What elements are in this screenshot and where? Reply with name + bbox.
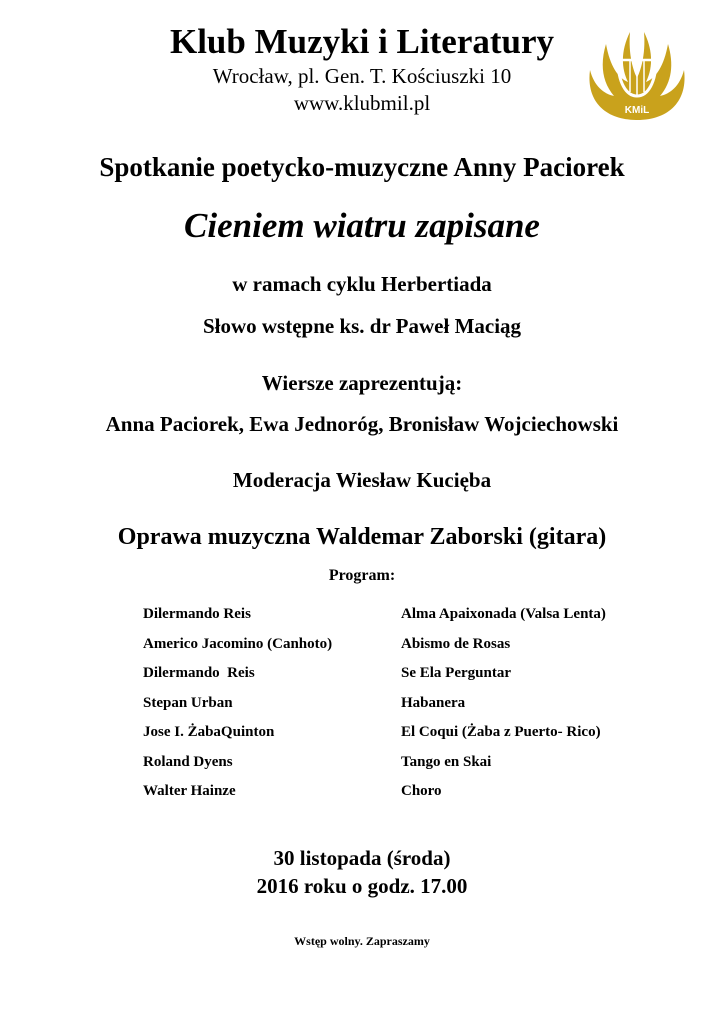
program-row <box>143 752 663 782</box>
program-piece: Se Ela Perguntar <box>401 665 511 681</box>
event-cycle: w ramach cyklu Herbertiada <box>232 272 492 296</box>
program-row <box>143 634 663 664</box>
program-composer: Walter Hainze <box>143 783 236 799</box>
event-date: 30 listopada (środa) <box>273 846 451 870</box>
program-row <box>143 604 663 634</box>
program-piece: Tango en Skai <box>401 753 492 770</box>
program-list <box>143 604 663 811</box>
program-heading: Program: <box>328 567 396 584</box>
event-subtitle: Cieniem wiatru zapisane <box>184 206 540 245</box>
music-credit: Oprawa muzyczna Waldemar Zaborski (gitara) <box>117 524 607 550</box>
event-title: Spotkanie poetycko-muzyczne Anny Paciorek <box>99 152 625 182</box>
readers-list: Anna Paciorek, Ewa Jednoróg, Bronisław Wojciechowski <box>105 412 619 436</box>
program-piece: Choro <box>401 783 442 799</box>
club-address: Wrocław, pl. Gen. T. Kościuszki 10 <box>212 64 512 88</box>
program-composer: Jose I. ŻabaQuinton <box>143 724 275 740</box>
event-intro: Słowo wstępne ks. dr Paweł Maciąg <box>202 314 522 338</box>
poems-heading: Wiersze zaprezentują: <box>261 371 463 395</box>
program-row <box>143 693 663 723</box>
club-name: Klub Muzyki i Literatury <box>169 22 555 61</box>
kmil-logo <box>584 20 690 126</box>
program-piece: Abismo de Rosas <box>401 635 511 652</box>
program-piece: El Coqui (Żaba z Puerto- Rico) <box>401 724 601 740</box>
program-piece: Alma Apaixonada (Valsa Lenta) <box>401 606 606 622</box>
event-time: 2016 roku o godz. 17.00 <box>256 874 468 898</box>
program-piece: Habanera <box>401 694 466 711</box>
program-row <box>143 722 663 752</box>
program-composer: Stepan Urban <box>143 694 233 711</box>
program-composer: Americo Jacomino (Canhoto) <box>143 635 333 652</box>
program-composer: Dilermando Reis <box>143 665 255 681</box>
footer-note: Wstęp wolny. Zapraszamy <box>294 934 430 948</box>
logo-text: KMiL <box>624 105 650 116</box>
program-composer: Dilermando Reis <box>143 606 251 622</box>
program-composer: Roland Dyens <box>143 753 233 770</box>
moderation: Moderacja Wiesław Kucięba <box>232 468 492 492</box>
program-row <box>143 781 663 811</box>
program-row <box>143 663 663 693</box>
club-website: www.klubmil.pl <box>293 91 431 115</box>
